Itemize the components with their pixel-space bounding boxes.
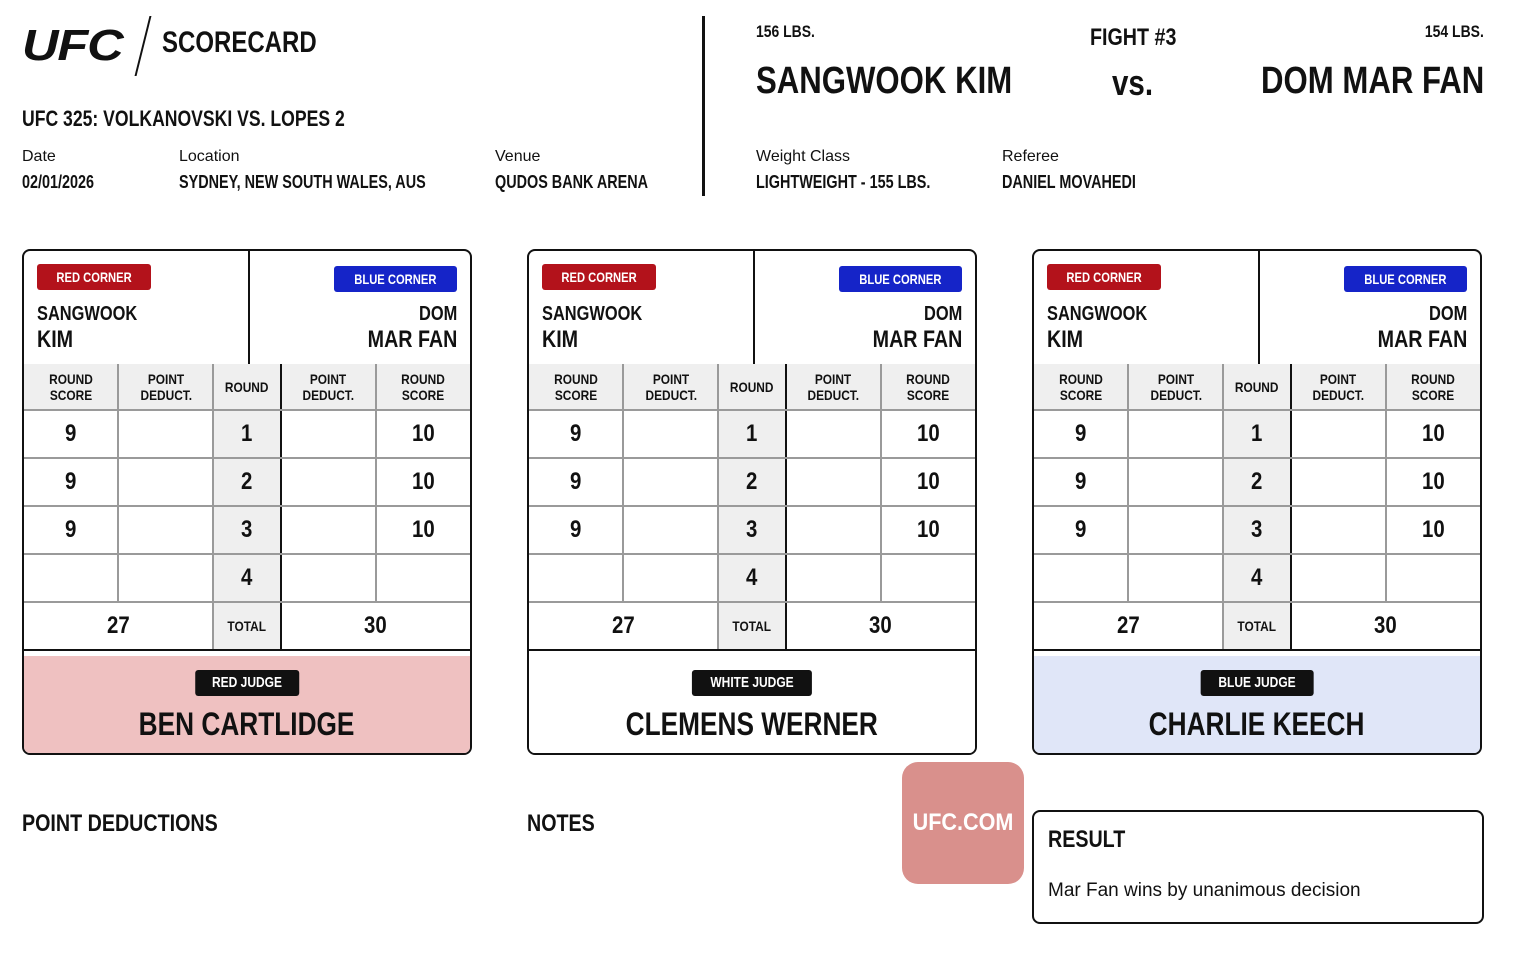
judge-panel [24,656,470,755]
venue-value: QUDOS BANK ARENA [495,172,649,192]
red-first-name: SANGWOOK [37,303,138,325]
blue-round-score: 10 [881,506,975,554]
header-point-deduct: POINT DEDUCT. [281,364,376,410]
round-row [529,410,975,458]
judge-badge: RED JUDGE [195,670,299,696]
blue-point-deduction [1291,410,1386,458]
weight-class-label: Weight Class [756,148,850,165]
red-point-deduction [623,506,718,554]
header-round: ROUND [1223,364,1290,410]
total-label: TOTAL [213,602,280,650]
location-label: Location [179,148,240,165]
red-round-score: 9 [24,506,118,554]
header-round-score: ROUND SCORE [24,364,118,410]
round-number: 1 [718,410,785,458]
score-header-row [24,364,470,410]
vs-text: vs. [1112,62,1154,103]
red-point-deduction [118,410,213,458]
round-row [1034,410,1480,458]
round-row [1034,458,1480,506]
red-total: 27 [1034,602,1223,650]
blue-fighter [872,301,962,353]
round-row [1034,506,1480,554]
result-text: Mar Fan wins by unanimous decision [1048,880,1361,901]
blue-round-score [881,554,975,602]
red-point-deduction [1128,458,1223,506]
header-divider [702,16,705,196]
round-number: 1 [1223,410,1290,458]
blue-total: 30 [1291,602,1480,650]
judge-badge: BLUE JUDGE [1201,670,1314,696]
red-round-score: 9 [529,410,623,458]
red-round-score [24,554,118,602]
red-point-deduction [118,506,213,554]
blue-point-deduction [786,410,881,458]
round-number: 3 [718,506,785,554]
round-number: 4 [213,554,280,602]
blue-total: 30 [281,602,470,650]
red-fighter-name: SANGWOOK KIM [756,60,1013,102]
round-row [529,506,975,554]
round-row [24,554,470,602]
blue-round-score: 10 [1386,410,1480,458]
round-row [24,458,470,506]
red-last-name: KIM [1047,326,1084,353]
header-point-deduct: POINT DEDUCT. [786,364,881,410]
red-round-score: 9 [24,458,118,506]
venue-label: Venue [495,148,541,165]
date-label: Date [22,148,56,165]
blue-point-deduction [1291,458,1386,506]
score-table [529,364,975,651]
judge-name: BEN CARTLIDGE [139,706,355,742]
red-fighter [37,301,137,353]
header-round-score: ROUND SCORE [529,364,623,410]
red-last-name: KIM [37,326,74,353]
red-round-score [1034,554,1128,602]
result-box [1032,810,1484,924]
red-point-deduction [623,410,718,458]
logo-ufc-text: UFC [22,21,123,70]
round-number: 2 [718,458,785,506]
red-point-deduction [1128,506,1223,554]
blue-round-score: 10 [881,410,975,458]
score-table [24,364,470,651]
logo-scorecard-text: SCORECARD [162,26,317,59]
score-header-row [1034,364,1480,410]
fighter-names [1034,251,1480,366]
red-last-name: KIM [542,326,579,353]
score-table [1034,364,1480,651]
blue-point-deduction [786,554,881,602]
header-point-deduct: POINT DEDUCT. [1291,364,1386,410]
fighter-names [529,251,975,366]
header-point-deduct: POINT DEDUCT. [1128,364,1223,410]
result-title: RESULT [1048,826,1126,853]
blue-corner-badge: BLUE CORNER [839,266,962,292]
header-round-score: ROUND SCORE [1034,364,1128,410]
event-title: UFC 325: VOLKANOVSKI VS. LOPES 2 [22,106,345,131]
blue-fighter-name: DOM MAR FAN [1260,60,1484,102]
round-row [24,410,470,458]
blue-round-score: 10 [1386,506,1480,554]
blue-round-score [1386,554,1480,602]
header-round-score: ROUND SCORE [376,364,470,410]
blue-round-score [376,554,470,602]
blue-point-deduction [1291,506,1386,554]
red-corner-badge: RED CORNER [37,264,151,290]
blue-point-deduction [281,458,376,506]
blue-round-score: 10 [376,506,470,554]
blue-corner-badge: BLUE CORNER [334,266,457,292]
judge-name: CHARLIE KEECH [1149,706,1365,742]
total-label: TOTAL [718,602,785,650]
blue-point-deduction [281,554,376,602]
blue-first-name: DOM [923,303,962,325]
point-deductions-title: POINT DEDUCTIONS [22,810,218,837]
judge-badge: WHITE JUDGE [692,670,812,696]
round-row [1034,554,1480,602]
header-point-deduct: POINT DEDUCT. [623,364,718,410]
referee-label: Referee [1002,148,1059,165]
round-number: 3 [1223,506,1290,554]
notes-title: NOTES [527,810,595,837]
red-point-deduction [1128,410,1223,458]
red-round-score: 9 [24,410,118,458]
red-weight: 156 LBS. [756,22,815,41]
red-corner-badge: RED CORNER [1047,264,1161,290]
blue-fighter [1377,301,1467,353]
blue-point-deduction [281,410,376,458]
red-first-name: SANGWOOK [542,303,643,325]
total-row [529,602,975,650]
blue-weight: 154 LBS. [1425,22,1484,41]
round-row [24,506,470,554]
red-round-score [529,554,623,602]
round-number: 4 [1223,554,1290,602]
blue-round-score: 10 [881,458,975,506]
header-round: ROUND [213,364,280,410]
fighter-names [24,251,470,366]
blue-first-name: DOM [418,303,457,325]
header-round-score: ROUND SCORE [881,364,975,410]
red-round-score: 9 [1034,506,1128,554]
round-number: 2 [213,458,280,506]
fight-number: FIGHT #3 [1090,24,1177,51]
blue-last-name: MAR FAN [367,326,457,353]
round-number: 1 [213,410,280,458]
blue-point-deduction [786,458,881,506]
red-point-deduction [623,458,718,506]
red-total: 27 [529,602,718,650]
red-first-name: SANGWOOK [1047,303,1148,325]
red-corner-badge: RED CORNER [542,264,656,290]
red-point-deduction [1128,554,1223,602]
judge-name: CLEMENS WERNER [625,706,879,742]
blue-point-deduction [1291,554,1386,602]
round-number: 3 [213,506,280,554]
red-round-score: 9 [529,506,623,554]
blue-point-deduction [281,506,376,554]
date-value: 02/01/2026 [22,172,95,192]
red-fighter [542,301,642,353]
header-round-score: ROUND SCORE [1386,364,1480,410]
red-point-deduction [118,458,213,506]
red-point-deduction [623,554,718,602]
blue-round-score: 10 [376,410,470,458]
blue-last-name: MAR FAN [1377,326,1467,353]
stamp-text: UFC.COM [912,809,1014,836]
header-round: ROUND [718,364,785,410]
red-round-score: 9 [1034,458,1128,506]
judge-scorecard [22,249,472,755]
header-point-deduct: POINT DEDUCT. [118,364,213,410]
referee-value: DANIEL MOVAHEDI [1002,172,1136,192]
location-value: SYDNEY, NEW SOUTH WALES, AUS [179,172,426,192]
ufc-logo [22,16,123,76]
total-label: TOTAL [1223,602,1290,650]
blue-corner-badge: BLUE CORNER [1344,266,1467,292]
judge-scorecard [1032,249,1482,755]
red-total: 27 [24,602,213,650]
total-row [1034,602,1480,650]
score-header-row [529,364,975,410]
red-round-score: 9 [1034,410,1128,458]
red-point-deduction [118,554,213,602]
blue-point-deduction [786,506,881,554]
blue-total: 30 [786,602,975,650]
red-round-score: 9 [529,458,623,506]
red-fighter [1047,301,1147,353]
round-row [529,554,975,602]
round-number: 4 [718,554,785,602]
blue-first-name: DOM [1428,303,1467,325]
logo-divider [135,16,152,76]
judge-panel [529,656,975,755]
judge-panel [1034,656,1480,755]
judge-scorecard [527,249,977,755]
round-number: 2 [1223,458,1290,506]
blue-round-score: 10 [376,458,470,506]
blue-round-score: 10 [1386,458,1480,506]
ufc-com-stamp [902,762,1024,884]
blue-last-name: MAR FAN [872,326,962,353]
blue-fighter [367,301,457,353]
round-row [529,458,975,506]
weight-class-value: LIGHTWEIGHT - 155 LBS. [756,172,931,192]
total-row [24,602,470,650]
